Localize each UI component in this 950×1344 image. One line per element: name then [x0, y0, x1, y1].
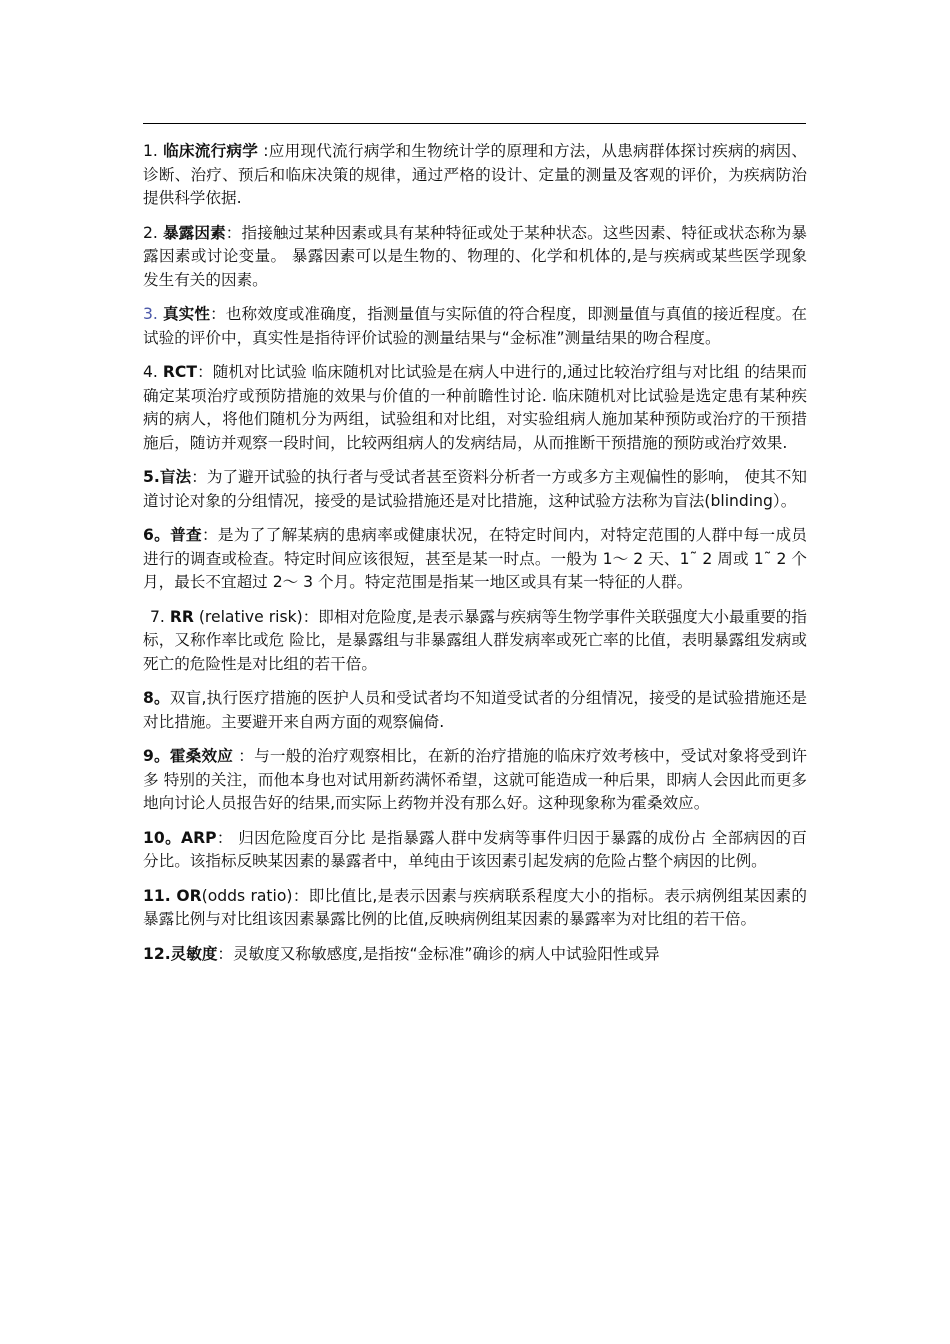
entry-body: (odds ratio)：即比值比,是表示因素与疾病联系程度大小的指标。表示病例组某因素的暴露比例与对比组该因素暴露比例的比值,反映病例组某因素的暴露率为对比组的若干倍。 — [143, 886, 807, 928]
entry-9 — [143, 745, 807, 816]
entry-body: (relative risk)：即相对危险度,是表示暴露与疾病等生物学事件关联强度大小最重要的指标，又称作率比或危 险比，是暴露组与非暴露组人群发病率或死亡率的比值，表明暴露组发病或死亡的危险性是对比组的若干倍。 — [143, 607, 807, 673]
entry-term: 暴露因素 — [162, 223, 226, 242]
entry-2 — [143, 222, 807, 293]
entry-term: 真实性 — [162, 305, 211, 323]
entry-term: 灵敏度 — [170, 944, 218, 963]
entry-body: :应用现代流行病学和生物统计学的原理和方法，从患病群体探讨疾病的病因、 诊断、治疗、预后和临床决策的规律，通过严格的设计、定量的测量及客观的评价，为疾病防治提供科学依据. — [143, 142, 807, 207]
entry-8 — [143, 687, 807, 734]
entry-term: OR — [176, 886, 202, 905]
entry-1 — [143, 140, 807, 211]
entry-number: 5. — [143, 468, 160, 486]
entry-body: ：指接触过某种因素或具有某种特征或处于某种状态。这些因素、特征或状态称为暴露因素或讨论变量。 暴露因素可以是生物的、物理的、化学和机体的,是与疾病或某些医学现象发生有关的因素。 — [143, 223, 807, 289]
entry-number: 8。 — [143, 689, 170, 707]
entry-number: 10。 — [143, 828, 182, 847]
entry-6 — [143, 524, 807, 595]
entry-number: 1. — [143, 142, 164, 160]
entry-term: RCT — [162, 363, 197, 381]
glossary-content — [143, 140, 807, 977]
entry-number: 2. — [143, 223, 163, 242]
header-rule — [143, 123, 806, 124]
entry-term: 普查 — [170, 526, 202, 544]
entry-12 — [143, 943, 807, 967]
entry-body: ： 归因危险度百分比 是指暴露人群中发病等事件归因于暴露的成份占 全部病因的百分比。该指标反映某因素的暴露者中，单纯由于该因素引起发病的危险占整个病因的比例。 — [143, 828, 808, 870]
entry-number: 11. — [143, 886, 177, 905]
entry-3 — [143, 303, 807, 350]
entry-body: ：灵敏度又称敏感度,是指按“金标准”确诊的病人中试验阳性或异 — [217, 944, 660, 963]
entry-5 — [143, 466, 807, 513]
entry-term: 霍桑效应 — [169, 747, 234, 765]
entry-10 — [143, 827, 807, 874]
entry-body: ：为了避开试验的执行者与受试者甚至资料分析者一方或多方主观偏性的影响， 使其不知道讨论对象的分组情况，接受的是试验措施还是对比措施，这种试验方法称为盲法(blinding）。 — [143, 468, 807, 510]
entry-term: ARP — [181, 828, 217, 847]
entry-4 — [143, 361, 807, 455]
entry-number: 9。 — [143, 747, 170, 765]
entry-number: 12. — [143, 944, 171, 963]
entry-term: 盲法 — [159, 468, 192, 486]
entry-number: 3. — [143, 305, 163, 323]
entry-body: ：与一般的治疗观察相比，在新的治疗措施的临床疗效考核中，受试对象将受到许多 特别的关注，而他本身也对试用新药满怀希望，这就可能造成一种后果，即病人会因此而更多地向讨论人员报告好的结果,而实际上药物并没有那么好。这种现象称为霍桑效应。 — [143, 747, 807, 812]
entry-7 — [143, 606, 807, 677]
entry-body: ：是为了了解某病的患病率或健康状况，在特定时间内，对特定范围的人群中每一成员进行的调查或检查。特定时间应该很短，甚至是某一时点。一般为 1～ 2 天、1˜ 2 周或 1˜ 2 个月，最长不宜超过 2～ 3 个月。特定范围是指某一地区或具有某一特征的人群。 — [143, 526, 807, 591]
entry-term: RR — [169, 607, 194, 626]
entry-number: 7. — [150, 607, 170, 626]
entry-number: 6。 — [143, 526, 171, 544]
entry-number: 4. — [143, 363, 163, 381]
entry-body: ：随机对比试验 临床随机对比试验是在病人中进行的,通过比较治疗组与对比组 的结果而确定某项治疗或预防措施的效果与价值的一种前瞻性讨论. 临床随机对比试验是选定患有某种疾病的病人，将他们随机分为两组，试验组和对比组，对实验组病人施加某种预防或治疗的干预措施后，随访并观察一段时间，比较两组病人的发病结局，从而推断干预措施的预防或治疗效果. — [143, 363, 807, 452]
entry-term: 临床流行病学 — [163, 142, 259, 160]
entry-body: ：也称效度或准确度，指测量值与实际值的符合程度，即测量值与真值的接近程度。在试验的评价中，真实性是指待评价试验的测量结果与“金标准”测量结果的吻合程度。 — [143, 305, 807, 347]
entry-body: 双盲,执行医疗措施的医护人员和受试者均不知道受试者的分组情况，接受的是试验措施还是对比措施。主要避开来自两方面的观察偏倚. — [143, 689, 807, 731]
entry-11 — [143, 885, 807, 932]
